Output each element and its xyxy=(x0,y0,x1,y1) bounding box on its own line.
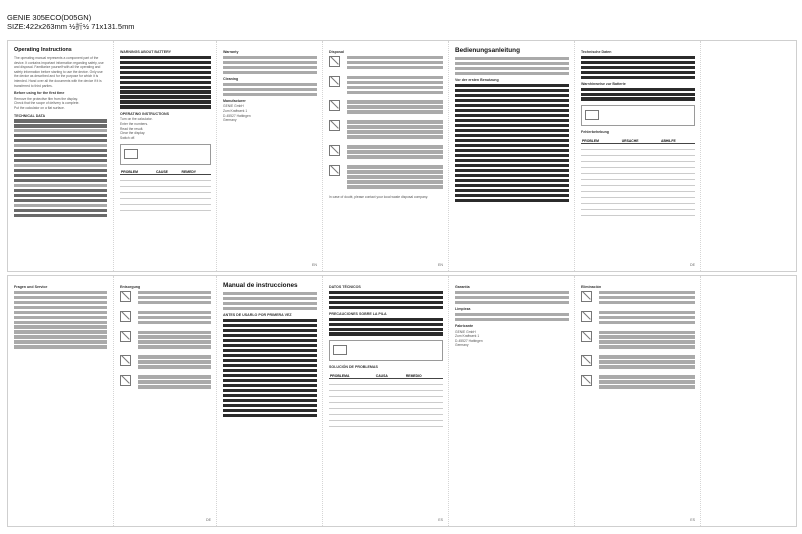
manufacturer-line: Zum Kraftwerk 1 xyxy=(223,109,248,114)
limpieza-heading: Limpieza xyxy=(455,306,471,311)
de-title: Bedienungsanleitung xyxy=(455,47,520,54)
col-head: CAUSA xyxy=(375,373,405,379)
warranty-heading: Warranty xyxy=(223,50,239,54)
bin-icon xyxy=(581,375,592,386)
document-header xyxy=(7,13,135,31)
page-number: ES xyxy=(438,518,443,522)
tech-heading: TECHNICAL DATA xyxy=(14,113,46,118)
page-number: ES xyxy=(690,518,695,522)
es-sec-heading: PRECAUCIONES SOBRE LA PILA xyxy=(329,311,387,316)
col-head: REMEDIO xyxy=(405,373,443,379)
page-number: DE xyxy=(206,518,211,522)
before-item: Put the calculator on a flat surface. xyxy=(14,105,65,110)
display-icon xyxy=(585,110,599,120)
service-heading: Fragen und Service xyxy=(14,285,48,289)
page-number: EN xyxy=(438,263,443,267)
es-title: Manual de instrucciones xyxy=(223,282,298,289)
bin-icon xyxy=(120,291,131,302)
panel-cover xyxy=(8,41,113,271)
de-sec-heading: Vor der ersten Benutzung xyxy=(455,78,499,83)
bin-icon xyxy=(329,56,340,67)
fault-table xyxy=(581,138,695,216)
bin-icon xyxy=(329,76,340,87)
col-head: REMEDY xyxy=(181,169,211,175)
disposal-note: In case of doubt, please contact your local waste disposal company. xyxy=(329,195,429,200)
manufacturer-line: Zum Kraftwerk 1 xyxy=(455,334,480,339)
panel-disposal xyxy=(322,41,449,271)
bin-icon xyxy=(120,355,131,366)
fabricante-heading: Fabricante xyxy=(455,323,474,328)
panel-es-1 xyxy=(216,276,323,526)
bin-icon xyxy=(329,165,340,176)
fault-table xyxy=(120,169,211,211)
es-sec-heading: ANTES DE USARLO POR PRIMERA VEZ xyxy=(223,313,292,318)
panel-de-2 xyxy=(574,41,701,271)
note-box xyxy=(120,144,211,165)
display-icon xyxy=(333,345,347,355)
bin-icon xyxy=(120,331,131,342)
en-title: Operating Instructions xyxy=(14,47,72,53)
ops-item: Enter the numbers. xyxy=(120,122,149,127)
before-item: Remove the protective film from the display. xyxy=(14,96,78,101)
bin-icon xyxy=(329,100,340,111)
before-item: Check that the scope of delivery is complete. xyxy=(14,101,80,106)
en-intro: The operating manual represents a component part of the device. It contains important information regarding safety, use and disposal. Familiarize yourself with all the operating and safety information before starting to use the device. Only use the device as described and for the purpose for which it is intended. Hand over all the documents with the device if it is transferred to third parties. xyxy=(14,56,104,88)
manufacturer-heading: Manufacturer xyxy=(223,98,246,103)
es-sec-heading: SOLUCIÓN DE PROBLEMAS xyxy=(329,364,378,369)
panel-de-1 xyxy=(448,41,575,271)
bottom-sheet xyxy=(7,275,797,527)
cleaning-heading: Cleaning xyxy=(223,76,239,81)
es-sec-heading: DATOS TÉCNICOS xyxy=(329,285,361,289)
note-box xyxy=(581,105,695,126)
display-icon xyxy=(124,149,138,159)
de-sec-heading: Fehlerbehebung xyxy=(581,129,609,134)
manufacturer-line: D-45527 Hattingen xyxy=(455,338,483,343)
manufacturer-line: D-45527 Hattingen xyxy=(223,113,251,118)
col-head: PROBLEMA xyxy=(329,373,375,379)
bin-icon xyxy=(120,311,131,322)
panel-blank xyxy=(700,41,797,271)
top-sheet xyxy=(7,40,797,272)
panel-entsorgung xyxy=(113,276,217,526)
before-heading: Before using for the first time xyxy=(14,91,65,96)
panel-eliminacion xyxy=(574,276,701,526)
fault-table xyxy=(329,373,443,427)
col-head: PROBLEM xyxy=(120,169,155,175)
manufacturer-line: GENIE GmbH xyxy=(223,104,244,109)
bin-icon xyxy=(329,120,340,131)
garantia-heading: Garantía xyxy=(455,285,470,289)
battery-heading: WARNINGS ABOUT BATTERY xyxy=(120,50,171,54)
page-number: EN xyxy=(312,263,317,267)
ops-heading: OPERATING INSTRUCTIONS xyxy=(120,111,170,116)
page-number: DE xyxy=(690,263,695,267)
eliminacion-heading: Eliminación xyxy=(581,285,602,289)
bin-icon xyxy=(581,311,592,322)
manufacturer-line: Germany xyxy=(223,118,237,123)
manufacturer-line: GENIE GmbH xyxy=(455,329,476,334)
ops-item: Turn on the calculator. xyxy=(120,117,153,122)
panel-service xyxy=(8,276,113,526)
ops-item: Switch off. xyxy=(120,135,136,140)
bin-icon xyxy=(581,331,592,342)
col-head: CAUSE xyxy=(155,169,181,175)
bin-icon xyxy=(120,375,131,386)
bin-icon xyxy=(581,355,592,366)
size-label: SIZE:422x263mm ½折½ 71x131.5mm xyxy=(7,22,135,31)
entsorgung-heading: Entsorgung xyxy=(120,285,141,289)
col-head: PROBLEM xyxy=(581,138,621,144)
model-label: GENIE 305ECO(D05GN) xyxy=(7,13,92,22)
ops-item: Clear the display. xyxy=(120,131,146,136)
col-head: URSACHE xyxy=(621,138,660,144)
panel-battery xyxy=(113,41,217,271)
manufacturer-line: Germany xyxy=(455,343,469,348)
panel-blank xyxy=(700,276,797,526)
de-sec-heading: Warnhinweise zur Batterie xyxy=(581,81,626,86)
bin-icon xyxy=(581,291,592,302)
col-head: ABHILFE xyxy=(660,138,695,144)
disposal-heading: Disposal xyxy=(329,50,344,54)
panel-garantia xyxy=(448,276,575,526)
panel-warranty xyxy=(216,41,323,271)
ops-item: Read the result. xyxy=(120,126,144,131)
panel-es-2 xyxy=(322,276,449,526)
de-sec-heading: Technische Daten xyxy=(581,50,612,54)
note-box xyxy=(329,340,443,361)
bin-icon xyxy=(329,145,340,156)
